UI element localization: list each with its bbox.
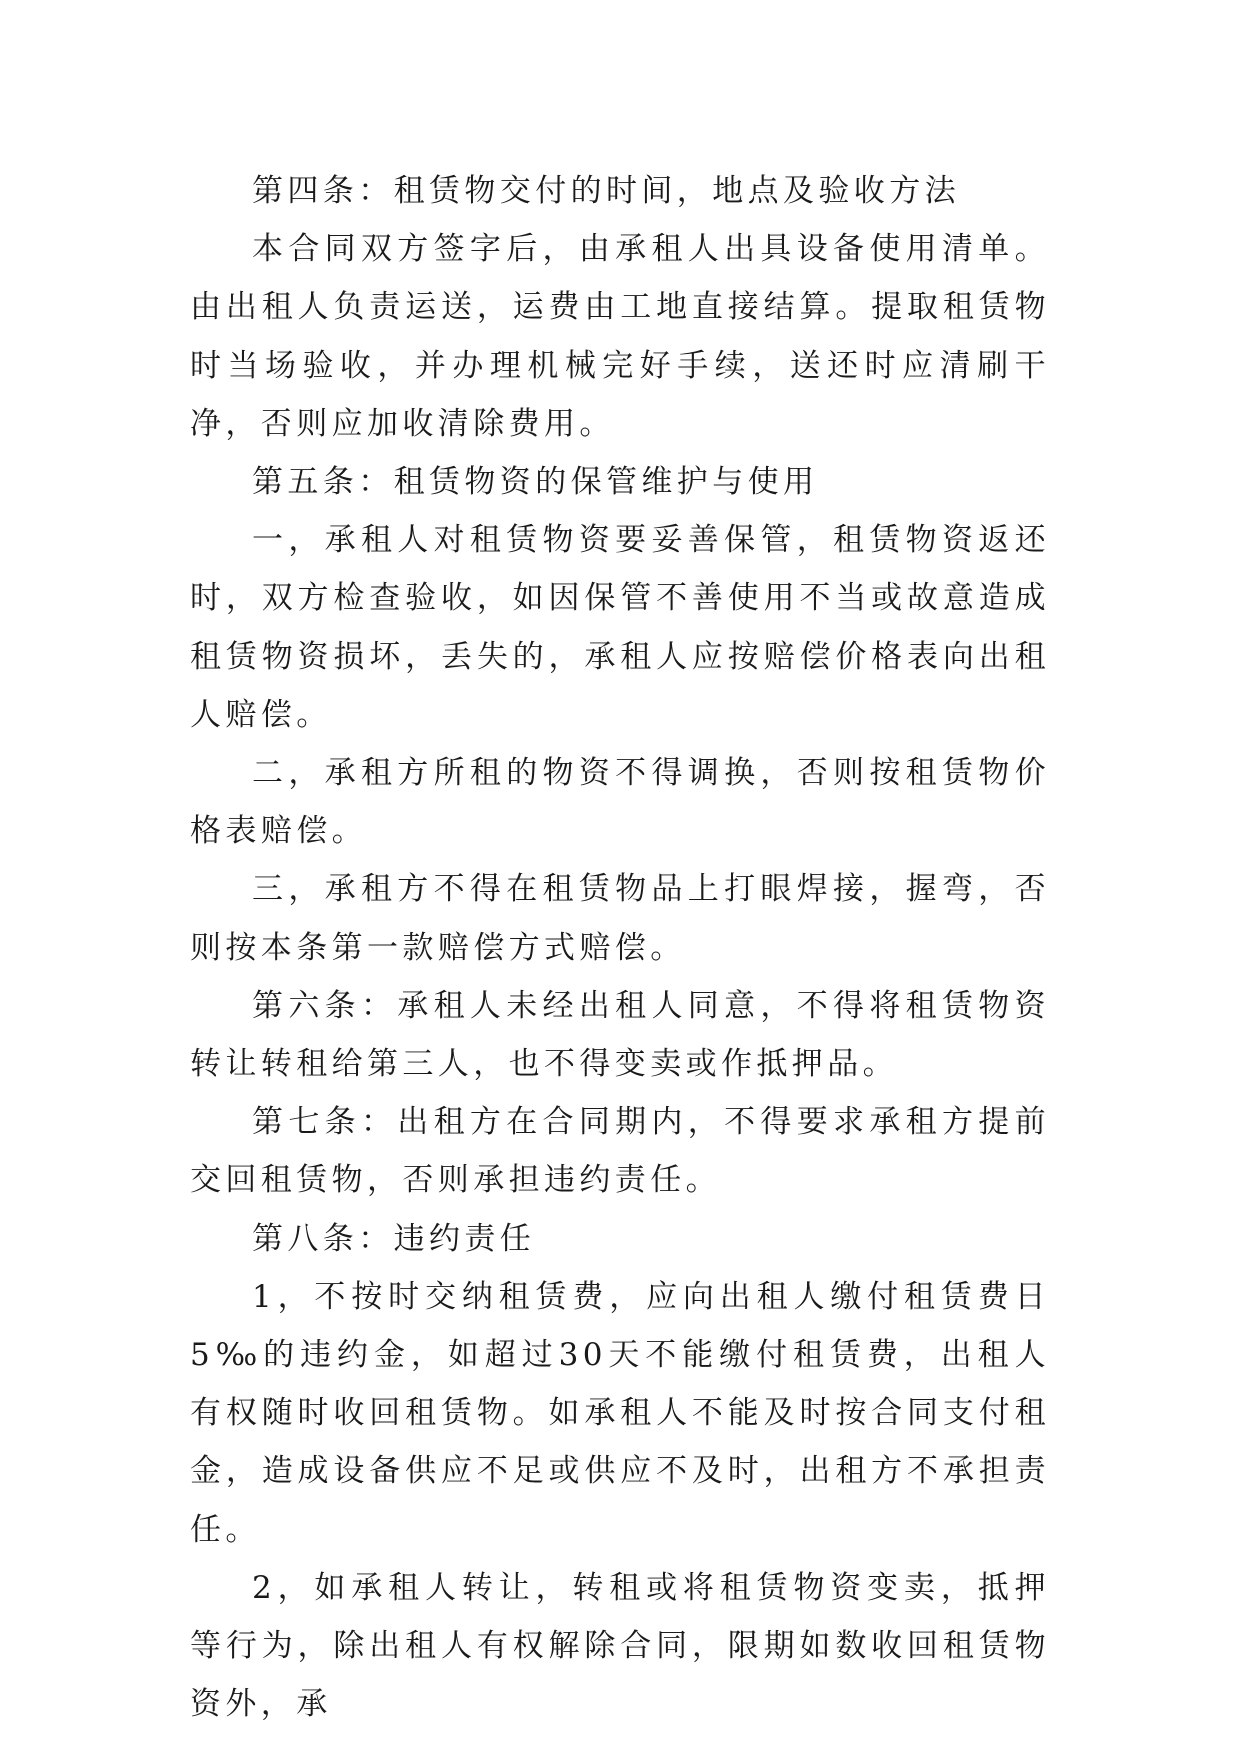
article-8-heading: 第八条：违约责任 bbox=[252, 1220, 536, 1257]
article-5-clause-1: 一，承租人对租赁物资要妥善保管，租赁物资返还时，双方检查验收，如因保管不善使用不当或故意造成租赁物资损坏，丢失的，承租人应按赔偿价格表向出租人赔偿。 bbox=[190, 522, 1050, 733]
article-5-clause-2: 二，承租方所租的物资不得调换，否则按租赁物价格表赔偿。 bbox=[190, 755, 1050, 850]
article-4-text: 本合同双方签字后，由承租人出具设备使用清单。由出租人负责运送，运费由工地直接结算。提取租赁物时当场验收，并办理机械完好手续，送还时应清刷干净，否则应加收清除费用。 bbox=[190, 231, 1050, 442]
document-body bbox=[190, 162, 1050, 1733]
article-5-clause-3: 三，承租方不得在租赁物品上打眼焊接，握弯，否则按本条第一款赔偿方式赔偿。 bbox=[190, 871, 1050, 966]
article-7-text: 第七条：出租方在合同期内，不得要求承租方提前交回租赁物，否则承担违约责任。 bbox=[190, 1104, 1050, 1199]
article-8-clause-1: 1，不按时交纳租赁费，应向出租人缴付租赁费日5‰的违约金，如超过30天不能缴付租赁费，出租人有权随时收回租赁物。如承租人不能及时按合同支付租金，造成设备供应不足或供应不及时，出租方不承担责任。 bbox=[190, 1278, 1050, 1548]
article-5-heading: 第五条：租赁物资的保管维护与使用 bbox=[252, 464, 819, 501]
article-6-text: 第六条：承租人未经出租人同意，不得将租赁物资转让转租给第三人，也不得变卖或作抵押品。 bbox=[190, 987, 1050, 1083]
article-4-heading: 第四条：租赁物交付的时间，地点及验收方法 bbox=[252, 173, 960, 209]
article-8-clause-2: 2，如承租人转让，转租或将租赁物资变卖，抵押等行为，除出租人有权解除合同，限期如数收回租赁物资外，承 bbox=[190, 1569, 1050, 1723]
